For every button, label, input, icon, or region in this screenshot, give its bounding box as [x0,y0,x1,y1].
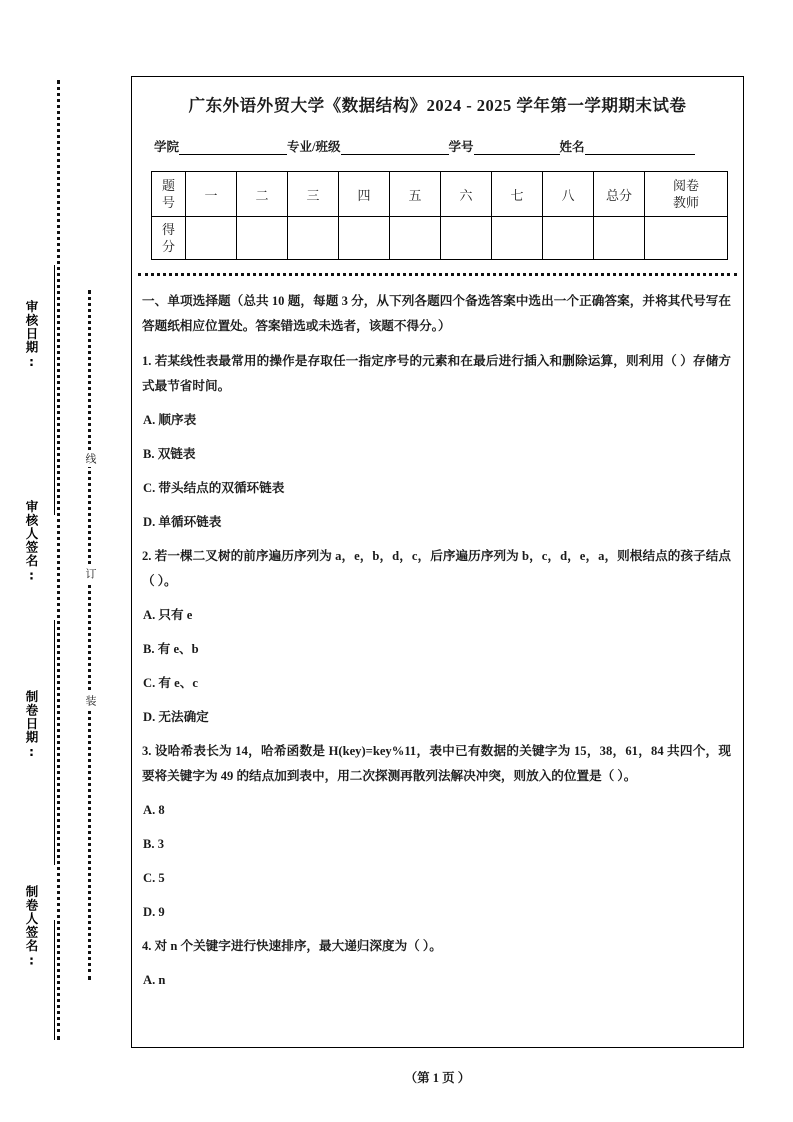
college-label: 学院 [154,140,180,154]
score-col-1: 一 [186,172,237,217]
question-stem-1: 1. 若某线性表最常用的操作是存取任一指定序号的元素和在最后进行插入和删除运算，则利用（ ）存储方式最节省时间。 [142,354,731,393]
exam-paper-content-box [131,76,744,1048]
question-stem-3: 3. 设哈希表长为 14，哈希函数是 H(key)=key%11，表中已有数据的关键字为 15，38，61，84 共四个，现要将关键字为 49 的结点加到表中，用二次探测再散列法解决冲突，则放入的位置是（ ）。 [142,744,731,783]
question-4-option-a[interactable]: A. n [143,973,166,987]
score-cell-1[interactable] [186,217,237,260]
binding-dotted-line-outer [57,80,60,1040]
score-col-3: 三 [288,172,339,217]
name-input[interactable] [585,141,695,155]
score-cell-4[interactable] [339,217,390,260]
score-cell-7[interactable] [492,217,543,260]
margin-label-producer-signature: 制卷人签名: [24,885,39,969]
table-row-question-numbers [152,172,728,217]
score-cell-teacher[interactable] [645,217,728,260]
page-indicator: （第 1 页 ） [404,1071,471,1085]
score-col-2: 二 [237,172,288,217]
score-cell-2[interactable] [237,217,288,260]
score-col-4: 四 [339,172,390,217]
score-col-7: 七 [492,172,543,217]
question-3-option-d[interactable]: D. 9 [143,905,165,919]
major-input[interactable] [341,141,449,155]
table-row-scores [152,217,728,260]
major-label: 专业/班级 [287,140,341,154]
score-cell-6[interactable] [441,217,492,260]
question-stem-2: 2. 若一棵二叉树的前序遍历序列为 a，e，b，d，c，后序遍历序列为 b，c，d，e，a，则根结点的孩子结点（ ）。 [142,549,731,588]
margin-label-reviewer-signature: 审核人签名: [24,500,39,584]
section-heading: 一、单项选择题（总共 10 题，每题 3 分，从下列各题四个备选答案中选出一个正确答案，并将其代号写在答题纸相应位置处。答案错选或未选者，该题不得分。） [142,294,731,333]
binding-mark-bind: 订 [82,565,98,582]
score-col-8: 八 [543,172,594,217]
question-1-option-c[interactable]: C. 带头结点的双循环链表 [143,481,285,495]
question-2-option-b[interactable]: B. 有 e、b [143,642,199,656]
score-table [151,171,728,260]
page-title: 广东外语外贸大学《数据结构》2024 - 2025 学年第一学期期末试卷 [188,96,687,115]
question-2-option-d[interactable]: D. 无法确定 [143,710,209,724]
question-1-option-b[interactable]: B. 双链表 [143,447,196,461]
margin-divider-top [54,265,55,515]
student-id-label: 学号 [448,140,474,154]
left-binding-margin [0,0,131,1122]
question-1-option-d[interactable]: D. 单循环链表 [143,515,222,529]
question-body [142,289,731,993]
score-col-total: 总分 [594,172,645,217]
score-table-row-label-question: 题 号 [152,172,186,217]
question-1-option-a[interactable]: A. 顺序表 [143,413,197,427]
question-3-option-b[interactable]: B. 3 [143,837,164,851]
score-cell-total[interactable] [594,217,645,260]
margin-label-production-date: 制卷日期: [24,690,39,760]
score-col-6: 六 [441,172,492,217]
section-dotted-divider [138,273,737,276]
score-cell-3[interactable] [288,217,339,260]
question-stem-4: 4. 对 n 个关键字进行快速排序，最大递归深度为（ ）。 [142,939,442,953]
score-cell-8[interactable] [543,217,594,260]
margin-divider-bottom [54,920,55,1040]
score-table-row-label-score: 得 分 [152,217,186,260]
score-col-5: 五 [390,172,441,217]
page-footer [131,1068,744,1086]
margin-label-review-date: 审核日期: [24,300,39,370]
college-input[interactable] [179,141,287,155]
score-cell-5[interactable] [390,217,441,260]
student-id-input[interactable] [474,141,560,155]
question-3-option-c[interactable]: C. 5 [143,871,165,885]
binding-mark-line: 线 [82,450,98,467]
binding-dotted-line-inner [88,290,91,980]
question-2-option-a[interactable]: A. 只有 e [143,608,193,622]
question-3-option-a[interactable]: A. 8 [143,803,165,817]
name-label: 姓名 [559,140,585,154]
margin-divider-mid [54,620,55,865]
binding-mark-seal: 装 [82,692,98,709]
question-2-option-c[interactable]: C. 有 e、c [143,676,198,690]
score-col-teacher: 阅卷 教师 [645,172,728,217]
student-info-row [154,137,721,155]
